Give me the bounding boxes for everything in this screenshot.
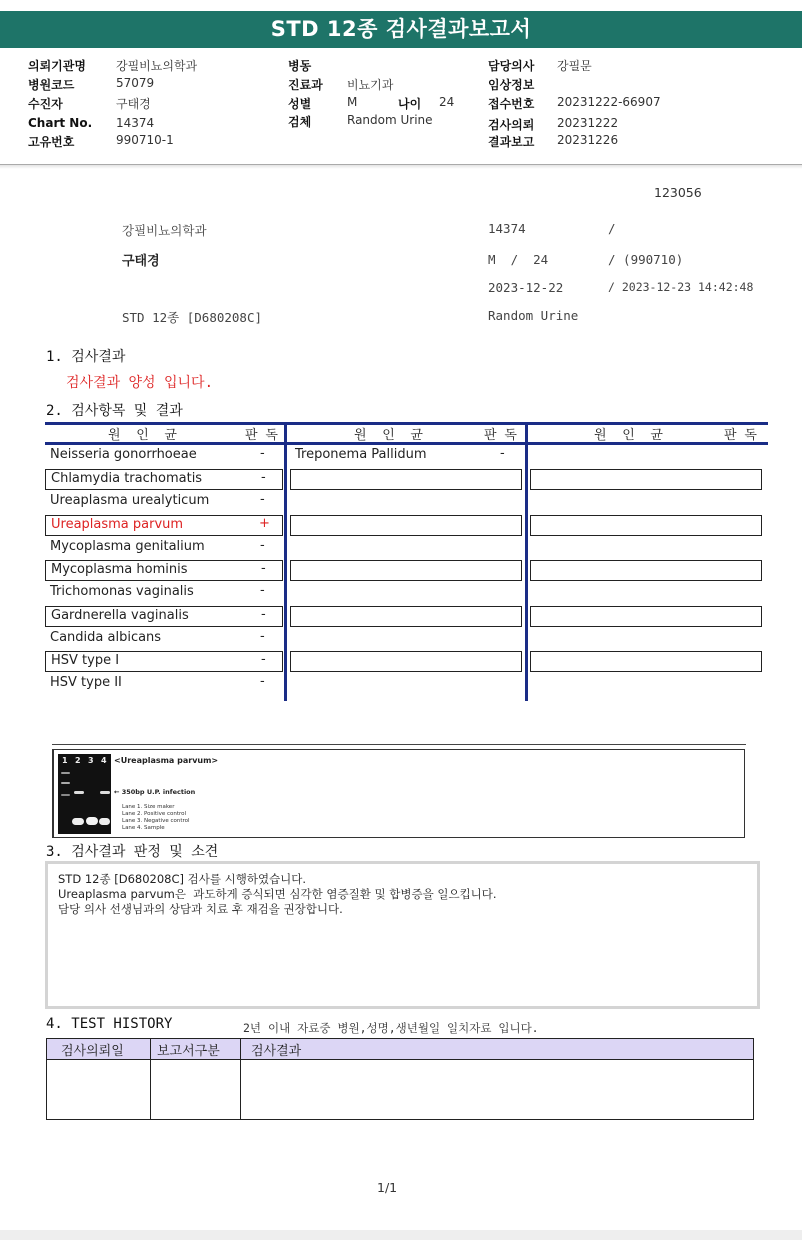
pathogen-name: HSV type II: [50, 675, 122, 690]
header-label: 고유번호: [28, 135, 75, 149]
column-divider: [525, 425, 528, 701]
chart-number: 14374: [488, 221, 526, 236]
result-row: [290, 446, 522, 467]
header-label: 검사의뢰: [488, 118, 535, 132]
header-value: 강필문: [557, 59, 592, 73]
header-value: 20231222-66907: [557, 95, 661, 109]
comment-line: STD 12종 [D680208C] 검사를 시행하였습니다.: [58, 872, 307, 886]
comment-line: Ureaplasma parvum은 과도하게 증식되면 심각한 염증질환 및 합병증을 일으킵니다.: [58, 887, 497, 901]
history-note: 2년 이내 자료중 병원,성명,생년월일 일치자료 입니다.: [243, 1021, 539, 1035]
header-pathogen: 원 인 균: [354, 428, 423, 443]
gel-legend-item: Lane 1. Size maker: [122, 804, 175, 810]
chart-separator: /: [608, 221, 616, 236]
header-value: 57079: [116, 76, 155, 90]
empty-result-box: [290, 560, 522, 581]
section1-heading: 1. 검사결과: [46, 349, 126, 365]
result-row: [45, 629, 283, 650]
history-column-header: 보고서구분: [157, 1044, 220, 1059]
pathogen-result: -: [260, 674, 265, 689]
lane-label: 2: [75, 756, 81, 765]
pathogen-name: Ureaplasma urealyticum: [50, 493, 210, 508]
sex-age: M / 24: [488, 252, 549, 267]
section3-heading: 3. 검사결과 판정 및 소견: [46, 844, 219, 860]
header-value: 20231222: [557, 116, 619, 130]
history-table: [46, 1038, 754, 1120]
page-number: 1/1: [377, 1180, 398, 1195]
header-label: 담당의사: [488, 59, 535, 73]
gel-band: [61, 794, 70, 796]
pathogen-name: Mycoplasma hominis: [51, 562, 188, 577]
gel-legend-item: Lane 2. Positive control: [122, 811, 187, 817]
result-row: [45, 446, 283, 467]
result-row: [45, 651, 283, 672]
footer-bar: [0, 1230, 802, 1240]
lane-label: 3: [88, 756, 94, 765]
empty-result-box: [290, 606, 522, 627]
empty-result-box: [290, 651, 522, 672]
empty-result-box: [530, 606, 762, 627]
pathogen-result: -: [261, 561, 266, 576]
header-label: 수진자: [28, 97, 63, 111]
gel-band: [61, 782, 70, 784]
header-label: Chart No.: [28, 116, 93, 130]
history-column-header: 검사의뢰일: [61, 1044, 124, 1059]
result-row: [45, 606, 283, 627]
gel-band: [72, 818, 84, 825]
header-pathogen: 원 인 균: [108, 428, 177, 443]
positive-result-message: 검사결과 양성 입니다.: [66, 375, 214, 391]
empty-result-box: [530, 515, 762, 536]
result-row: [45, 583, 283, 604]
empty-result-box: [530, 560, 762, 581]
pathogen-name: Trichomonas vaginalis: [50, 584, 194, 599]
header-shadow: [0, 165, 802, 169]
result-row: [45, 469, 283, 490]
header-label: 병원코드: [28, 78, 75, 92]
request-date: 2023-12-22: [488, 280, 564, 295]
report-title-bar: [0, 11, 802, 48]
gel-top-rule: [52, 744, 746, 745]
pathogen-name: Mycoplasma genitalium: [50, 539, 205, 554]
history-table-header: [47, 1039, 753, 1060]
section4-heading: 4. TEST HISTORY: [46, 1016, 173, 1032]
gel-band: [74, 791, 84, 794]
empty-result-box: [290, 515, 522, 536]
header-value: 강필비뇨의학과: [116, 59, 198, 73]
test-name: STD 12종 [D680208C]: [122, 310, 263, 325]
header-pathogen: 원 인 균: [594, 428, 663, 443]
comment-box: [45, 861, 760, 1009]
result-row: [45, 674, 283, 695]
specimen: Random Urine: [488, 308, 579, 323]
result-row-positive: [45, 515, 283, 536]
pathogen-result: -: [260, 583, 265, 598]
result-row: [45, 560, 283, 581]
report-datetime: / 2023-12-23 14:42:48: [608, 280, 754, 294]
header-result: 판 독: [245, 428, 278, 443]
report-title: STD 12종 검사결과보고서: [270, 17, 532, 41]
header-label: 의뢰기관명: [28, 59, 86, 73]
header-result: 판 독: [724, 428, 757, 443]
gel-legend-item: Lane 3. Negative control: [122, 818, 190, 824]
header-value: 20231226: [557, 133, 619, 147]
header-label: 병동: [288, 59, 312, 73]
lane-label: 4: [101, 756, 107, 765]
header-value: 990710-1: [116, 133, 174, 147]
pathogen-name: Ureaplasma parvum: [51, 517, 184, 532]
header-value: Random Urine: [347, 113, 433, 127]
pathogen-result: -: [261, 652, 266, 667]
gel-title: <Ureaplasma parvum>: [114, 756, 219, 765]
pathogen-result: -: [260, 446, 265, 461]
age-label: 나이: [398, 97, 422, 111]
empty-result-box: [290, 469, 522, 490]
pathogen-result: -: [260, 538, 265, 553]
header-label: 접수번호: [488, 97, 535, 111]
comment-line: 담당 의사 선생님과의 상담과 치료 후 재검을 권장합니다.: [58, 902, 343, 916]
pathogen-result: -: [260, 629, 265, 644]
birth-date: / (990710): [608, 252, 684, 267]
column-divider: [284, 425, 287, 701]
pathogen-name: Treponema Pallidum: [295, 447, 427, 462]
history-column-divider: [240, 1039, 241, 1119]
header-value: 14374: [116, 116, 155, 130]
pathogen-result: -: [261, 607, 266, 622]
header-value: M: [347, 95, 358, 109]
result-row: [45, 492, 283, 513]
pathogen-name: HSV type I: [51, 653, 120, 668]
lane-label: 1: [62, 756, 68, 765]
header-value: 구태경: [116, 97, 151, 111]
pathogen-name: Candida albicans: [50, 630, 162, 645]
result-row: [45, 538, 283, 559]
header-label: 성별: [288, 97, 312, 111]
pathogen-result: -: [500, 446, 505, 461]
section2-heading: 2. 검사항목 및 결과: [46, 403, 183, 419]
empty-result-box: [530, 469, 762, 490]
clinic-name: 강필비뇨의학과: [122, 223, 207, 238]
age-value: 24: [439, 95, 455, 109]
report-code: 123056: [654, 185, 702, 200]
gel-band: [86, 817, 98, 825]
history-column-header: 검사결과: [251, 1044, 302, 1059]
pathogen-name: Chlamydia trachomatis: [51, 471, 203, 486]
pathogen-result: +: [259, 516, 270, 531]
gel-marker-label: ← 350bp U.P. infection: [114, 788, 196, 796]
pathogen-result: -: [260, 492, 265, 507]
gel-band: [61, 772, 70, 774]
gel-legend-item: Lane 4. Sample: [122, 825, 165, 831]
gel-image: [58, 754, 111, 834]
empty-result-box: [530, 651, 762, 672]
header-value: 비뇨기과: [347, 78, 394, 92]
header-label: 결과보고: [488, 135, 535, 149]
pathogen-name: Gardnerella vaginalis: [51, 608, 189, 623]
header-label: 임상정보: [488, 78, 535, 92]
patient-name: 구태경: [122, 254, 160, 269]
gel-band: [99, 818, 110, 825]
header-label: 진료과: [288, 78, 323, 92]
history-column-divider: [150, 1039, 151, 1119]
header-result: 판 독: [484, 428, 517, 443]
gel-band: [100, 791, 110, 794]
pathogen-name: Neisseria gonorrhoeae: [50, 447, 197, 462]
header-label: 검체: [288, 115, 312, 129]
pathogen-result: -: [261, 470, 266, 485]
